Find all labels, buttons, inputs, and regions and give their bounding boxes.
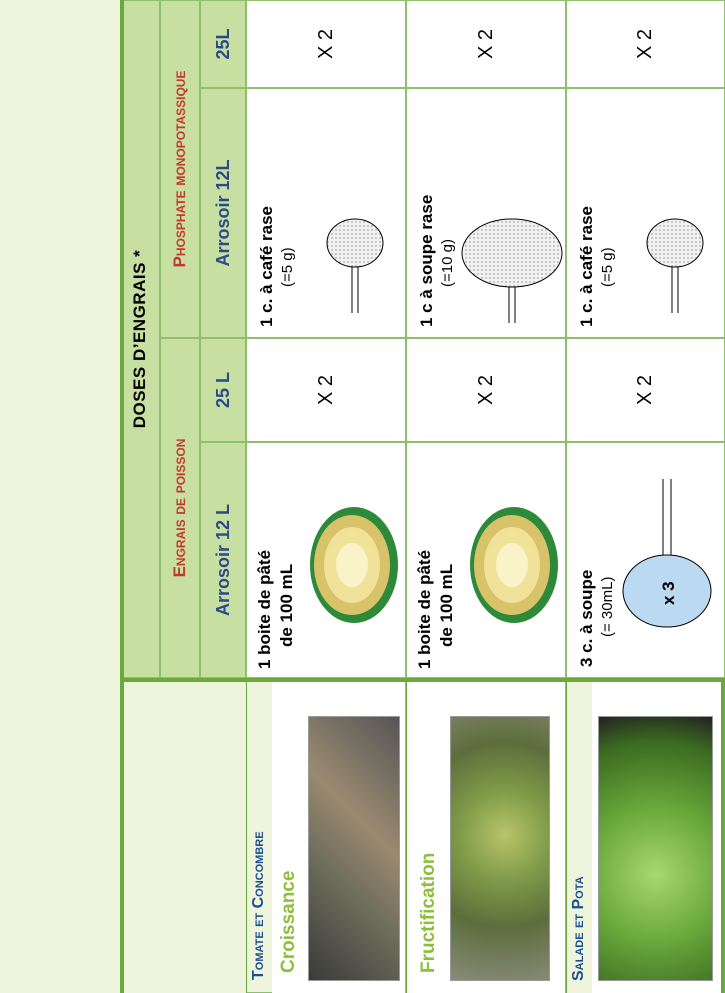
row-fructification-fish-12l-cell: [406, 442, 566, 678]
phos-dose: 1 c à soupe rase: [417, 194, 436, 327]
phos-sub-header-12l: Arrosoir 12L: [200, 88, 246, 338]
fish-dose-line1: 1 boite de pâté: [415, 549, 434, 669]
rule-v: [120, 678, 725, 682]
coffee-spoon-icon: [305, 227, 405, 307]
phos-sub-header-25l: 25L: [200, 0, 246, 88]
fish-multiplier: X 2: [314, 374, 337, 406]
row-croissance-phos-12l-cell: [246, 88, 406, 338]
fish-sub-header-12l: Arrosoir 12 L: [200, 442, 246, 678]
rule-top: [120, 0, 124, 993]
phos-dose: 1 c. à café rase: [257, 206, 276, 327]
phos-multiplier: X 2: [314, 28, 337, 60]
fish-fertilizer-can-image: [462, 497, 562, 627]
row-salade-fish-25l-cell: [566, 338, 725, 442]
coffee-spoon-icon: [625, 227, 725, 307]
light-margin: [0, 0, 120, 993]
row-croissance-fish-12l-cell: [246, 442, 406, 678]
tomato-plant-photo: [308, 716, 400, 981]
row-salade-fish-12l-cell: [566, 442, 725, 678]
category-salade: Salade et Pota: [566, 678, 592, 993]
fish-multiplier: X 2: [474, 374, 497, 406]
fish-fertilizer-can-image: [302, 497, 402, 627]
phos-dose-sub: (=5 g): [599, 247, 616, 287]
lettuce-photo: [598, 716, 713, 981]
spoon-count-label: x 3: [659, 581, 678, 605]
category-tomato: Tomate et Concombre: [246, 678, 272, 993]
fish-dose-line2: de 100 mL: [277, 563, 296, 647]
row-salade-phos-25l-cell: [566, 0, 725, 88]
row-croissance-phos-25l-cell: [246, 0, 406, 88]
phos-column-header: Phosphate monopotassique: [160, 0, 200, 338]
phos-multiplier: X 2: [474, 28, 497, 60]
row-fructification-phos-12l-cell: [406, 88, 566, 338]
soup-spoon-icon: [619, 479, 714, 629]
fish-can-icon: [462, 497, 562, 627]
table-title: DOSES D’ENGRAIS *: [120, 0, 160, 678]
soup-spoon-icon: [457, 217, 567, 327]
fish-column-header: Engrais de poisson: [160, 338, 200, 678]
stage-fructification: Fructification: [418, 852, 439, 973]
fish-dose-line2: de 100 mL: [437, 563, 456, 647]
row-croissance-fish-25l-cell: [246, 338, 406, 442]
phos-multiplier: X 2: [634, 28, 656, 60]
phos-dose: 1 c. à café rase: [577, 206, 596, 327]
fish-multiplier: X 2: [634, 374, 656, 406]
fish-can-icon: [302, 497, 402, 627]
header-left-filler: [120, 678, 246, 993]
tomato-fruit-photo: [450, 716, 550, 981]
stage-croissance: Croissance: [278, 870, 299, 973]
row-fructification-fish-25l-cell: [406, 338, 566, 442]
fish-sub-header-25l: 25 L: [200, 338, 246, 442]
phos-dose-sub: (=5 g): [279, 247, 296, 287]
row-salade-phos-12l-cell: [566, 88, 725, 338]
fish-dose-sub: (= 30mL): [599, 576, 616, 637]
row-fructification-phos-25l-cell: [406, 0, 566, 88]
fish-dose-line1: 1 boite de pâté: [255, 549, 274, 669]
phos-dose-sub: (=10 g): [439, 239, 456, 287]
fish-dose: 3 c. à soupe: [577, 569, 596, 667]
